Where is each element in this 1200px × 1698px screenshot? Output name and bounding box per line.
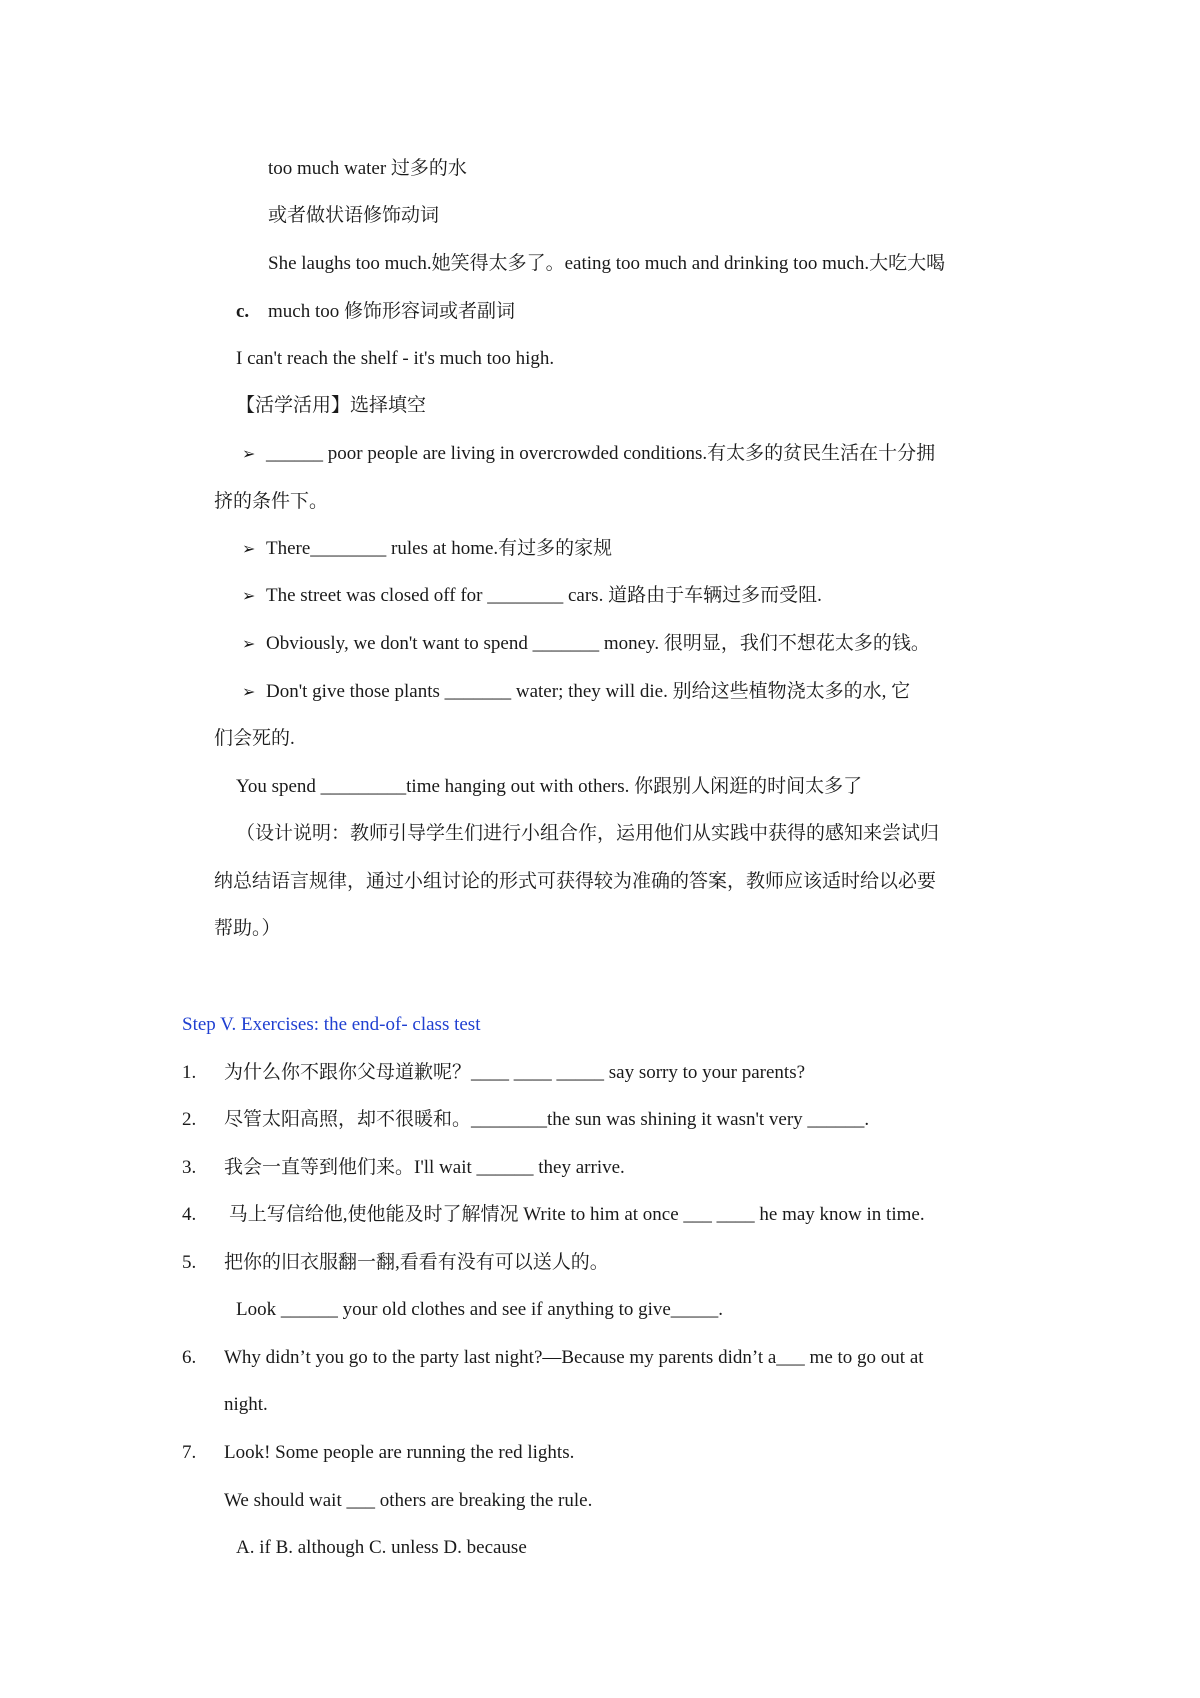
text-line: I can't reach the shelf - it's much too high. [236,348,555,369]
text-line: 或者做状语修饰动词 [268,205,440,226]
bullet-item [242,632,930,656]
exercise-number: 7. [182,1442,197,1463]
exercise-item [182,1203,925,1227]
design-note: （设计说明：教师引导学生们进行小组合作，运用他们从实践中获得的感知来尝试归 [236,823,940,844]
exercise-number: 2. [182,1109,197,1130]
bullet-text: Obviously, we don't want to spend _______ money. 很明显，我们不想花太多的钱。 [266,633,930,654]
bullet-text: There________ rules at home.有过多的家规 [266,538,613,559]
exercise-item [182,1156,625,1180]
exercise-text: 尽管太阳高照，却不很暖和。________the sun was shining it wasn't very ______. [224,1109,870,1130]
exercise-item [182,1441,574,1465]
bullet-item [242,537,612,561]
exercise-continuation: night. [224,1394,268,1415]
section-label: 【活学活用】选择填空 [236,395,427,416]
exercise-item [182,1251,609,1275]
exercise-item [182,1346,924,1370]
exercise-number: 1. [182,1062,197,1083]
exercise-text: 为什么你不跟你父母道歉呢？____ ____ _____ say sorry to your parents? [224,1062,806,1083]
exercise-text: Why didn’t you go to the party last night?—Because my parents didn’t a___ me to go out at [224,1347,924,1368]
bullet-item [242,442,935,466]
arrow-bullet-icon: ➢ [242,586,256,605]
text-line: You spend _________time hanging out with others. 你跟别人闲逛的时间太多了 [236,776,863,797]
exercise-item [182,1108,869,1132]
exercise-continuation: We should wait ___ others are breaking the rule. [224,1490,593,1511]
text-span: much too 修饰形容词或者副词 [268,301,515,322]
step-heading: Step V. Exercises: the end-of- class test [182,1014,481,1035]
exercise-text: 马上写信给他,使他能及时了解情况 Write to him at once ___ ____ he may know in time. [224,1204,925,1225]
arrow-bullet-icon: ➢ [242,539,256,558]
exercise-number: 4. [182,1204,197,1225]
exercise-text: 把你的旧衣服翻一翻,看看有没有可以送人的。 [224,1252,609,1273]
bullet-item [242,680,910,704]
list-marker: c. [236,301,250,322]
exercise-number: 3. [182,1157,197,1178]
arrow-bullet-icon: ➢ [242,634,256,653]
exercise-number: 6. [182,1347,197,1368]
exercise-continuation: Look ______ your old clothes and see if anything to give_____. [236,1299,724,1320]
bullet-continuation: 们会死的. [214,728,295,749]
bullet-text: Don't give those plants _______ water; they will die. 别给这些植物浇太多的水, 它 [266,681,911,702]
design-note: 纳总结语言规律，通过小组讨论的形式可获得较为准确的答案，教师应该适时给以必要 [214,871,937,892]
exercise-options: A. if B. although C. unless D. because [236,1537,527,1558]
bullet-text: ______ poor people are living in overcrowded conditions.有太多的贫民生活在十分拥 [266,443,936,464]
exercise-number: 5. [182,1252,197,1273]
bullet-text: The street was closed off for ________ cars. 道路由于车辆过多而受阻. [266,585,822,606]
bullet-item [242,584,822,608]
exercise-text: Look! Some people are running the red lights. [224,1442,575,1463]
exercise-item [182,1061,805,1085]
text-line [236,300,515,324]
bullet-continuation: 挤的条件下。 [214,491,329,512]
arrow-bullet-icon: ➢ [242,682,256,701]
exercise-text: 我会一直等到他们来。I'll wait ______ they arrive. [224,1157,625,1178]
design-note: 帮助。） [214,918,281,939]
text-line: too much water 过多的水 [268,158,467,179]
arrow-bullet-icon: ➢ [242,444,256,463]
text-line: She laughs too much.她笑得太多了。eating too much and drinking too much.大吃大喝 [268,253,946,274]
